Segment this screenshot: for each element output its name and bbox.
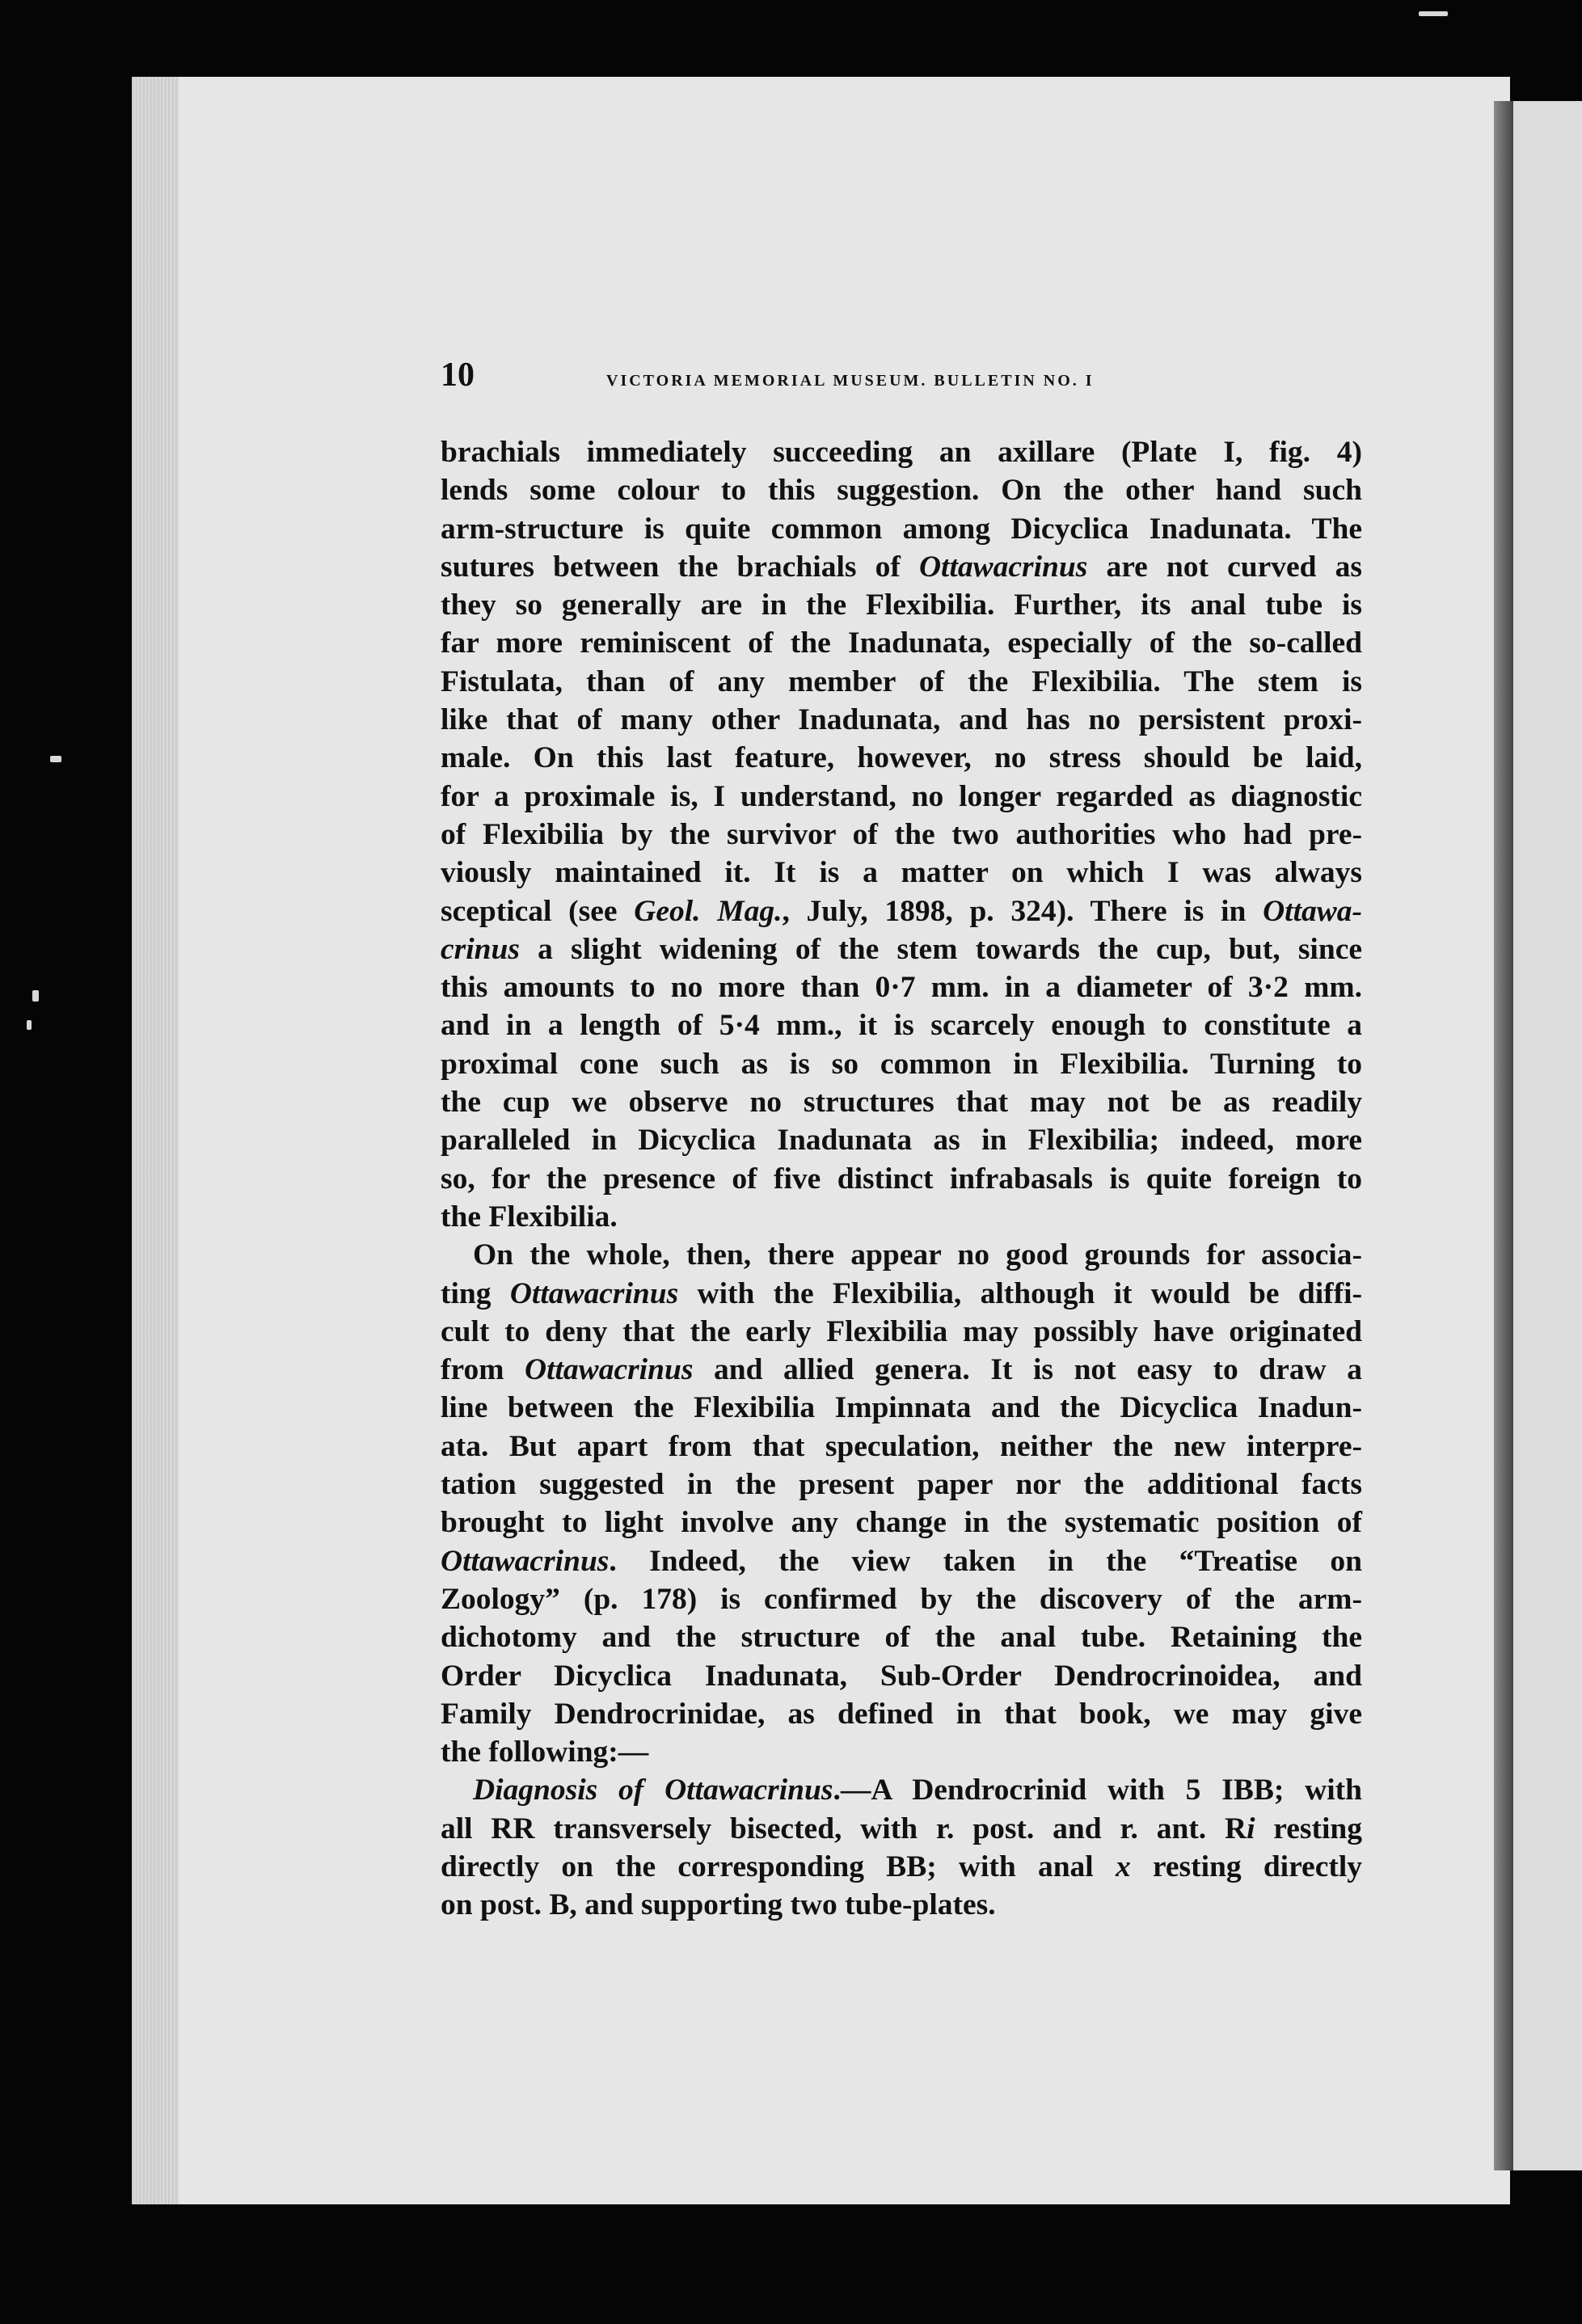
italic-genus-name: Ottawacrinus xyxy=(525,1353,694,1387)
scan-speck xyxy=(32,990,39,1002)
adjacent-page-edge xyxy=(1513,101,1582,2170)
text-run: sutures between the brachials of xyxy=(441,550,919,584)
text-line: far more reminiscent of the Inadunata, especially of the so-called xyxy=(441,626,1362,660)
italic-diagnosis-heading: Diagnosis of Ottawacrinus xyxy=(473,1774,833,1807)
text-line: the Flexibilia. xyxy=(441,1200,618,1234)
text-line: Family Dendrocrinidae, as defined in that book, we may give xyxy=(441,1697,1362,1731)
text-line: like that of many other Inadunata, and has no persistent proxi- xyxy=(441,703,1362,737)
text-run: sceptical (see xyxy=(441,894,635,928)
text-run: from xyxy=(441,1353,525,1387)
text-run: with the Flexibilia, although it would be diffi- xyxy=(678,1276,1362,1310)
italic-symbol: x xyxy=(1115,1849,1131,1883)
italic-genus-name: Ottawacrinus xyxy=(509,1276,679,1310)
italic-genus-name: crinus xyxy=(441,932,520,966)
text-run: ting xyxy=(441,1276,510,1310)
italic-journal-name: Geol. Mag. xyxy=(634,894,783,928)
running-head-title: VICTORIA MEMORIAL MUSEUM. BULLETIN NO. I xyxy=(606,372,1095,390)
text-line: On the whole, then, there appear no good grounds for associa- xyxy=(473,1238,1362,1272)
page-gutter-edge xyxy=(132,77,179,2204)
text-line: brachials immediately succeeding an axillare (Plate I, fig. 4) xyxy=(441,436,1362,469)
text-line xyxy=(441,892,1362,930)
paragraph-3 xyxy=(441,1771,1362,1924)
text-run: , July, 1898, p. 324). There is in xyxy=(782,894,1263,928)
text-run: are not curved as xyxy=(1087,550,1362,584)
text-line: male. On this last feature, however, no stress should be laid, xyxy=(441,741,1362,775)
scan-speck xyxy=(50,756,61,762)
text-line: proximal cone such as is so common in Flexibilia. Turning to xyxy=(441,1047,1362,1081)
text-run: . Indeed, the view taken in the “Treatise on xyxy=(609,1544,1362,1578)
text-run: and allied genera. It is not easy to draw a xyxy=(693,1353,1362,1387)
text-line: arm-structure is quite common among Dicyclica Inadunata. The xyxy=(441,512,1362,546)
text-line xyxy=(441,1810,1362,1848)
text-line: dichotomy and the structure of the anal tube. Retaining the xyxy=(441,1621,1362,1655)
text-run: directly on the corresponding BB; with anal xyxy=(441,1849,1116,1883)
text-line: Order Dicyclica Inadunata, Sub-Order Dendrocrinoidea, and xyxy=(441,1659,1362,1693)
text-line: Zoology” (p. 178) is confirmed by the discovery of the arm- xyxy=(441,1582,1362,1616)
text-run: resting xyxy=(1255,1812,1362,1845)
text-run: resting directly xyxy=(1130,1849,1363,1883)
text-line: cult to deny that the early Flexibilia may possibly have originated xyxy=(441,1314,1362,1348)
text-run: all RR transversely bisected, with r. post. and r. ant. R xyxy=(441,1812,1247,1845)
scan-speck xyxy=(1419,11,1448,16)
text-line xyxy=(441,1771,1362,1809)
paragraph-1 xyxy=(441,433,1362,1236)
text-line: line between the Flexibilia Impinnata and the Dicyclica Inadun- xyxy=(441,1391,1362,1425)
paragraph-2 xyxy=(441,1236,1362,1771)
italic-genus-name: Ottawacrinus xyxy=(918,550,1088,584)
page-content xyxy=(441,356,1362,1925)
text-line: the cup we observe no structures that may not be as readily xyxy=(441,1086,1362,1120)
text-line: the following:— xyxy=(441,1736,649,1769)
text-line: they so generally are in the Flexibilia. Further, its anal tube is xyxy=(441,588,1362,622)
text-line: ata. But apart from that speculation, neither the new interpre- xyxy=(441,1429,1362,1463)
text-line: tation suggested in the present paper nor the additional facts xyxy=(441,1468,1362,1502)
text-line: this amounts to no more than 0·7 mm. in a diameter of 3·2 mm. xyxy=(441,971,1362,1005)
text-line xyxy=(441,1848,1362,1886)
text-line: Fistulata, than of any member of the Flexibilia. The stem is xyxy=(441,664,1362,698)
text-line: for a proximale is, I understand, no longer regarded as diagnostic xyxy=(441,779,1362,813)
text-line xyxy=(441,548,1362,586)
text-line: and in a length of 5·4 mm., it is scarcely enough to constitute a xyxy=(441,1009,1362,1043)
text-line: brought to light involve any change in the systematic position of xyxy=(441,1506,1362,1540)
italic-genus-name: Ottawa- xyxy=(1263,894,1363,928)
text-line: of Flexibilia by the survivor of the two authorities who had pre- xyxy=(441,817,1362,851)
text-line xyxy=(441,1351,1362,1389)
page-number: 10 xyxy=(441,356,475,394)
text-line: viously maintained it. It is a matter on which I was always xyxy=(441,856,1362,890)
scan-speck xyxy=(27,1020,32,1030)
text-line: on post. B, and supporting two tube-plates. xyxy=(441,1888,996,1922)
text-line: lends some colour to this suggestion. On the other hand such xyxy=(441,474,1362,508)
text-run: a slight widening of the stem towards the cup, but, since xyxy=(519,932,1362,966)
body-text xyxy=(441,433,1362,1925)
text-line xyxy=(441,1275,1362,1313)
text-line: so, for the presence of five distinct infrabasals is quite foreign to xyxy=(441,1162,1362,1196)
italic-symbol: i xyxy=(1247,1812,1255,1845)
running-header xyxy=(441,356,1362,393)
text-run: .—A Dendrocrinid with 5 IBB; with xyxy=(833,1774,1363,1807)
text-line xyxy=(441,1542,1362,1580)
text-line xyxy=(441,930,1362,968)
text-line: paralleled in Dicyclica Inadunata as in Flexibilia; indeed, more xyxy=(441,1124,1362,1158)
italic-genus-name: Ottawacrinus xyxy=(441,1544,610,1578)
